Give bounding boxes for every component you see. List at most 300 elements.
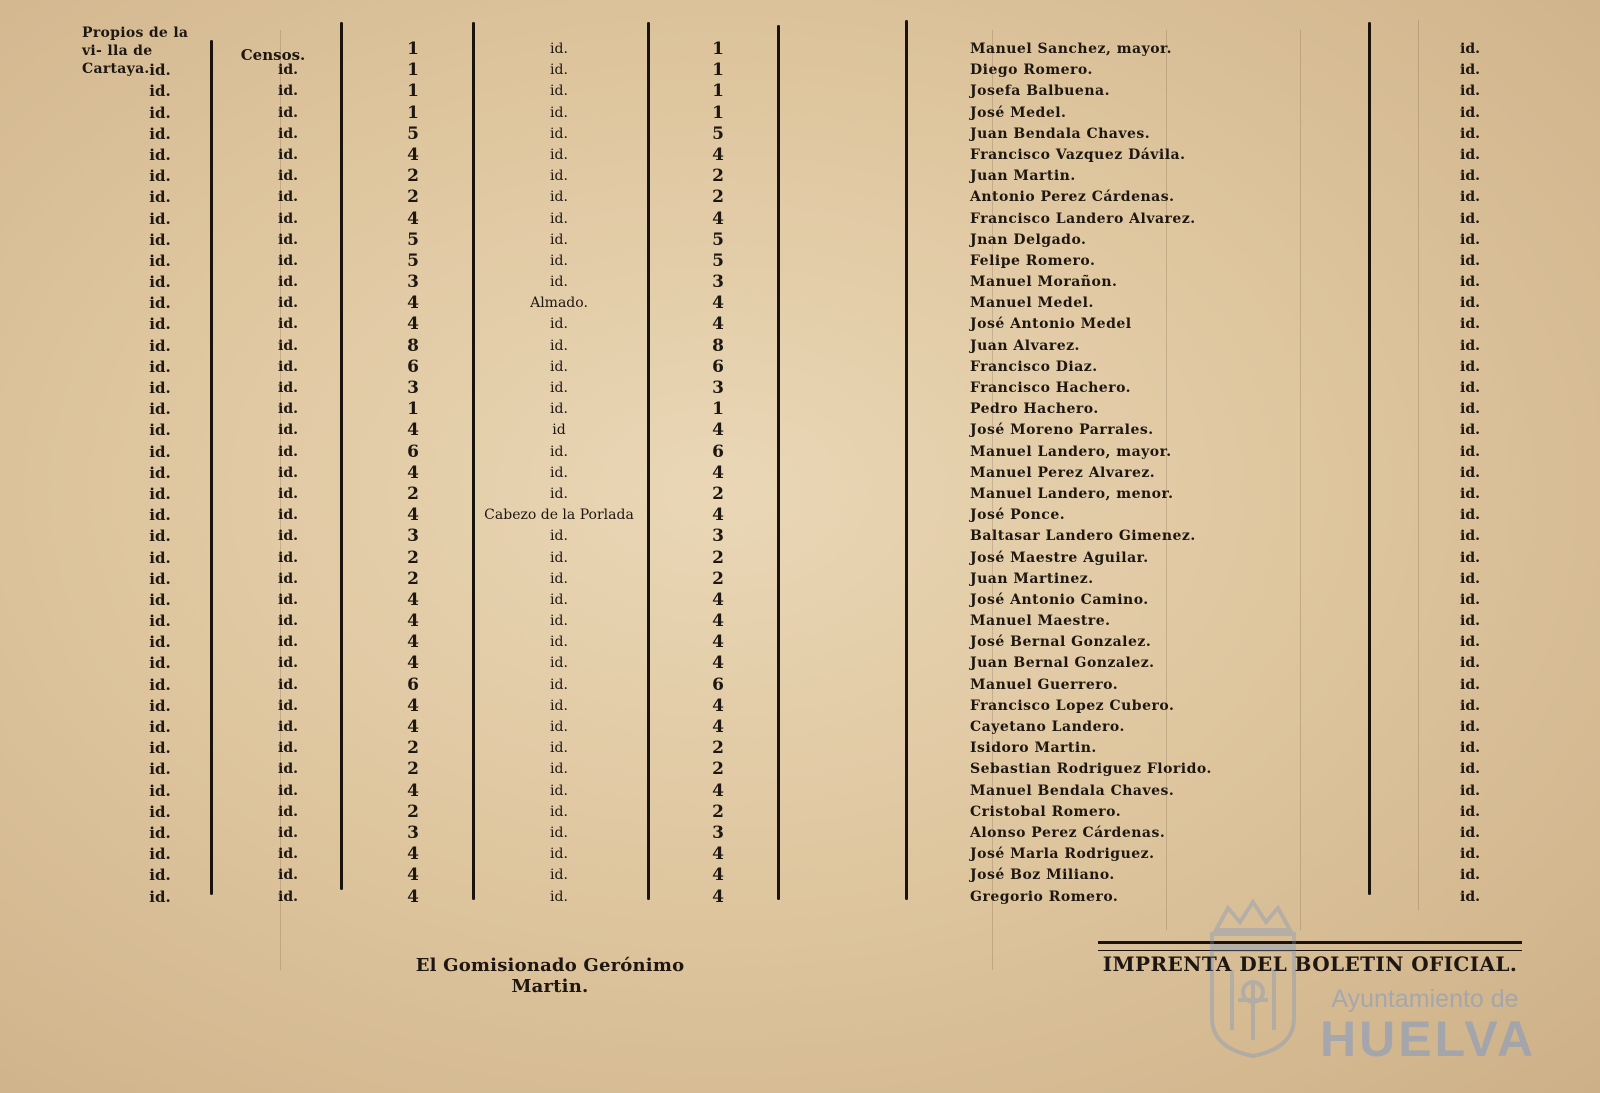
amount-cell: 6 — [407, 441, 419, 462]
site-cell: id. — [550, 464, 568, 481]
holder-name-cell: Jnan Delgado. — [970, 231, 1087, 248]
amount-repeat-cell: 4 — [712, 144, 724, 165]
amount-repeat-cell: 1 — [712, 81, 724, 102]
class-cell: id. — [278, 125, 298, 142]
site-cell: id. — [550, 613, 568, 630]
table-row — [0, 696, 1600, 717]
holder-name-cell: Francisco Vazquez Dávila. — [970, 146, 1186, 163]
status-cell: id. — [1460, 316, 1480, 333]
class-cell: id. — [278, 761, 298, 778]
commissioner-signature: El Gomisionado Gerónimo Martin. — [415, 955, 685, 997]
table-row — [0, 314, 1600, 335]
status-cell: id. — [1460, 146, 1480, 163]
site-cell: id. — [550, 888, 568, 905]
property-cell: id. — [149, 421, 171, 440]
table-row — [0, 103, 1600, 124]
property-cell: id. — [149, 739, 171, 758]
status-cell: id. — [1460, 168, 1480, 185]
property-cell: id. — [149, 251, 171, 270]
site-cell: id. — [550, 782, 568, 799]
amount-repeat-cell: 4 — [712, 865, 724, 886]
status-cell: id. — [1460, 83, 1480, 100]
class-cell: id. — [278, 888, 298, 905]
table-row — [0, 209, 1600, 230]
holder-name-cell: Manuel Landero, menor. — [970, 485, 1174, 502]
site-cell: id. — [550, 358, 568, 375]
class-cell: id. — [278, 337, 298, 354]
table-row — [0, 738, 1600, 759]
status-cell: id. — [1460, 464, 1480, 481]
amount-cell: 2 — [407, 483, 419, 504]
holder-name-cell: Francisco Hachero. — [970, 380, 1132, 396]
amount-cell: 1 — [407, 399, 419, 420]
amount-repeat-cell: 4 — [712, 314, 724, 335]
class-cell: id. — [278, 401, 298, 418]
property-cell: id. — [149, 675, 171, 694]
property-cell: id. — [149, 612, 171, 631]
site-cell: id. — [550, 125, 568, 142]
amount-cell: 1 — [407, 81, 419, 102]
amount-repeat-cell: 5 — [712, 229, 724, 250]
status-cell: id. — [1460, 295, 1480, 312]
class-cell: id. — [278, 146, 298, 163]
status-cell: id. — [1460, 125, 1480, 142]
holder-name-cell: Josefa Balbuena. — [970, 83, 1110, 100]
status-cell: id. — [1460, 697, 1480, 714]
amount-cell: 4 — [407, 144, 419, 165]
property-cell: id. — [149, 82, 171, 101]
status-cell: id. — [1460, 380, 1480, 396]
site-cell: id. — [550, 824, 568, 841]
status-cell: id. — [1460, 782, 1480, 799]
holder-name-cell: Felipe Romero. — [970, 252, 1096, 269]
amount-cell: 4 — [407, 632, 419, 653]
class-cell: id. — [278, 846, 298, 863]
class-cell: id. — [278, 104, 298, 121]
table-row — [0, 399, 1600, 420]
amount-cell: 4 — [407, 611, 419, 632]
class-cell: id. — [278, 697, 298, 714]
table-row — [0, 187, 1600, 208]
table-row — [0, 293, 1600, 314]
property-cell: id. — [149, 633, 171, 652]
site-cell: id. — [550, 549, 568, 566]
amount-repeat-cell: 5 — [712, 250, 724, 271]
table-row — [0, 844, 1600, 865]
amount-cell: 4 — [407, 589, 419, 610]
amount-cell: 3 — [407, 526, 419, 547]
status-cell: id. — [1460, 104, 1480, 121]
status-cell: id. — [1460, 252, 1480, 269]
amount-repeat-cell: 6 — [712, 441, 724, 462]
class-cell: id. — [278, 485, 298, 502]
property-cell: id. — [149, 866, 171, 885]
property-cell: id. — [149, 569, 171, 588]
table-row — [0, 781, 1600, 802]
table-row — [0, 420, 1600, 441]
site-cell: id. — [550, 634, 568, 651]
holder-name-cell: José Antonio Medel — [970, 316, 1132, 333]
holder-name-cell: Juan Bendala Chaves. — [970, 125, 1151, 142]
site-cell: id. — [550, 104, 568, 121]
amount-cell: 4 — [407, 886, 419, 907]
watermark-line1: Ayuntamiento de — [1331, 985, 1519, 1013]
amount-cell: 5 — [407, 229, 419, 250]
amount-cell: 2 — [407, 759, 419, 780]
amount-cell: 4 — [407, 293, 419, 314]
amount-cell: 4 — [407, 865, 419, 886]
amount-repeat-cell: 4 — [712, 844, 724, 865]
property-cell: id. — [149, 103, 171, 122]
table-row — [0, 166, 1600, 187]
table-row — [0, 378, 1600, 399]
amount-repeat-cell: 1 — [712, 39, 724, 59]
status-cell: id. — [1460, 613, 1480, 630]
status-cell: id. — [1460, 485, 1480, 502]
amount-cell: 4 — [407, 505, 419, 526]
class-cell: id. — [278, 295, 298, 312]
property-cell: id. — [149, 463, 171, 482]
class-cell: id. — [278, 210, 298, 227]
table-row — [0, 251, 1600, 272]
status-cell: id. — [1460, 719, 1480, 735]
site-cell: id. — [550, 168, 568, 185]
holder-name-cell: Pedro Hachero. — [970, 401, 1099, 418]
property-cell: id. — [149, 823, 171, 842]
class-cell: id. — [278, 422, 298, 439]
property-cell: id. — [149, 61, 171, 80]
status-cell: id. — [1460, 210, 1480, 227]
status-cell: id. — [1460, 231, 1480, 248]
table-row — [0, 717, 1600, 738]
table-row — [0, 759, 1600, 780]
status-cell: id. — [1460, 507, 1480, 524]
header-propios: Propios de la vi- lla de Cartaya. — [82, 25, 189, 77]
property-cell: id. — [149, 294, 171, 313]
holder-name-cell: Manuel Maestre. — [970, 613, 1111, 630]
class-cell: id. — [278, 358, 298, 375]
amount-cell: 6 — [407, 674, 419, 695]
holder-name-cell: Juan Alvarez. — [970, 337, 1080, 354]
site-cell: id. — [550, 697, 568, 714]
site-cell: Almado. — [530, 295, 588, 312]
property-cell: id. — [149, 379, 171, 397]
site-cell: id. — [550, 591, 568, 608]
property-cell: id. — [149, 887, 171, 906]
holder-name-cell: Antonio Perez Cárdenas. — [970, 189, 1175, 206]
class-cell: id. — [278, 231, 298, 248]
status-cell: id. — [1460, 358, 1480, 375]
amount-cell: 4 — [407, 462, 419, 483]
status-cell: id. — [1460, 443, 1480, 460]
table-row — [0, 39, 1600, 60]
class-cell: id. — [278, 613, 298, 630]
class-cell: id. — [278, 528, 298, 545]
amount-repeat-cell: 4 — [712, 611, 724, 632]
property-cell: id. — [149, 654, 171, 673]
property-cell: id. — [149, 357, 171, 376]
table-row — [0, 590, 1600, 611]
property-cell: id. — [149, 442, 171, 461]
class-cell: id. — [278, 549, 298, 566]
holder-name-cell: Juan Martin. — [970, 168, 1076, 185]
property-cell: id. — [149, 167, 171, 186]
table-row — [0, 463, 1600, 484]
amount-cell: 2 — [407, 568, 419, 589]
site-cell: id. — [550, 210, 568, 227]
status-cell: id. — [1460, 846, 1480, 863]
table-row — [0, 442, 1600, 463]
status-cell: id. — [1460, 824, 1480, 841]
amount-cell: 4 — [407, 653, 419, 674]
class-cell: id. — [278, 168, 298, 185]
class-cell: id. — [278, 252, 298, 269]
table-row — [0, 526, 1600, 547]
property-cell: id. — [149, 590, 171, 609]
amount-cell: 1 — [407, 39, 419, 59]
amount-cell: 3 — [407, 822, 419, 843]
property-cell: id. — [149, 845, 171, 864]
site-cell: id. — [550, 485, 568, 502]
amount-cell: 2 — [407, 166, 419, 187]
table-row — [0, 60, 1600, 81]
amount-repeat-cell: 4 — [712, 886, 724, 907]
amount-repeat-cell: 8 — [712, 335, 724, 356]
holder-name-cell: Juan Bernal Gonzalez. — [970, 655, 1155, 672]
property-cell: id. — [149, 696, 171, 715]
amount-repeat-cell: 3 — [712, 378, 724, 398]
class-cell: id. — [278, 591, 298, 608]
site-cell: Cabezo de la Porlada — [484, 507, 634, 524]
property-cell: id. — [149, 718, 171, 736]
site-cell: id. — [550, 867, 568, 884]
class-cell: id. — [278, 782, 298, 799]
amount-repeat-cell: 2 — [712, 187, 724, 208]
status-cell: id. — [1460, 634, 1480, 651]
status-cell: id. — [1460, 888, 1480, 905]
property-cell: id. — [149, 315, 171, 334]
holder-name-cell: José Bernal Gonzalez. — [970, 634, 1152, 651]
status-cell: id. — [1460, 41, 1480, 57]
table-row — [0, 569, 1600, 590]
class-cell: id. — [278, 443, 298, 460]
amount-repeat-cell: 2 — [712, 568, 724, 589]
amount-cell: 8 — [407, 335, 419, 356]
amount-cell: 3 — [407, 272, 419, 293]
site-cell: id. — [550, 146, 568, 163]
site-cell: id. — [550, 231, 568, 248]
holder-name-cell: José Maestre Aguilar. — [970, 549, 1149, 566]
holder-name-cell: Cayetano Landero. — [970, 719, 1125, 735]
property-cell: id. — [149, 336, 171, 355]
status-cell: id. — [1460, 761, 1480, 778]
table-row — [0, 675, 1600, 696]
class-cell: id. — [278, 719, 298, 735]
class-cell: id. — [278, 62, 298, 79]
site-cell: id. — [550, 41, 568, 57]
site-cell: id. — [550, 676, 568, 693]
amount-repeat-cell: 4 — [712, 505, 724, 526]
status-cell: id. — [1460, 549, 1480, 566]
amount-repeat-cell: 4 — [712, 589, 724, 610]
class-cell: id. — [278, 570, 298, 587]
site-cell: id. — [550, 380, 568, 396]
holder-name-cell: José Antonio Camino. — [970, 591, 1149, 608]
amount-cell: 2 — [407, 801, 419, 822]
class-cell: id. — [278, 83, 298, 100]
site-cell: id. — [550, 740, 568, 757]
holder-name-cell: Isidoro Martin. — [970, 740, 1097, 757]
amount-cell: 2 — [407, 547, 419, 568]
amount-cell: 2 — [407, 187, 419, 208]
table-row — [0, 802, 1600, 823]
amount-cell: 4 — [407, 695, 419, 716]
property-cell: id. — [149, 802, 171, 821]
amount-repeat-cell: 3 — [712, 526, 724, 547]
site-cell: id. — [550, 761, 568, 778]
property-cell: id. — [149, 506, 171, 525]
status-cell: id. — [1460, 570, 1480, 587]
site-cell: id. — [550, 655, 568, 672]
status-cell: id. — [1460, 62, 1480, 79]
status-cell: id. — [1460, 337, 1480, 354]
holder-name-cell: Manuel Medel. — [970, 295, 1094, 312]
property-cell: id. — [149, 188, 171, 207]
amount-repeat-cell: 2 — [712, 801, 724, 822]
status-cell: id. — [1460, 422, 1480, 439]
amount-repeat-cell: 4 — [712, 717, 724, 737]
property-cell: id. — [149, 400, 171, 419]
holder-name-cell: Manuel Guerrero. — [970, 676, 1119, 693]
table-row — [0, 548, 1600, 569]
site-cell: id. — [550, 528, 568, 545]
site-cell: id. — [550, 274, 568, 291]
holder-name-cell: Manuel Sanchez, mayor. — [970, 41, 1173, 57]
amount-repeat-cell: 4 — [712, 208, 724, 229]
amount-cell: 3 — [407, 378, 419, 398]
amount-cell: 4 — [407, 208, 419, 229]
holder-name-cell: Alonso Perez Cárdenas. — [970, 824, 1166, 841]
amount-repeat-cell: 2 — [712, 483, 724, 504]
amount-repeat-cell: 5 — [712, 123, 724, 144]
huelva-crest-icon — [1198, 890, 1308, 1060]
class-cell: id. — [278, 507, 298, 524]
status-cell: id. — [1460, 676, 1480, 693]
class-cell: id. — [278, 316, 298, 333]
amount-cell: 1 — [407, 60, 419, 81]
amount-repeat-cell: 4 — [712, 632, 724, 653]
class-cell: id. — [278, 867, 298, 884]
property-cell: id. — [149, 124, 171, 143]
class-cell: id. — [278, 380, 298, 396]
site-cell: id. — [550, 570, 568, 587]
site-cell: id. — [550, 719, 568, 735]
footer-rule — [1098, 941, 1522, 951]
table-row — [0, 823, 1600, 844]
ledger-rows — [0, 39, 1600, 908]
class-cell: id. — [278, 655, 298, 672]
status-cell: id. — [1460, 655, 1480, 672]
holder-name-cell: Diego Romero. — [970, 62, 1093, 79]
table-row — [0, 230, 1600, 251]
property-cell: id. — [149, 230, 171, 249]
class-cell: id. — [278, 464, 298, 481]
property-cell: id. — [149, 145, 171, 164]
site-cell: id. — [550, 316, 568, 333]
status-cell: id. — [1460, 274, 1480, 291]
status-cell: id. — [1460, 528, 1480, 545]
table-row — [0, 484, 1600, 505]
class-cell: id. — [278, 824, 298, 841]
holder-name-cell: Francisco Diaz. — [970, 358, 1098, 375]
amount-cell: 4 — [407, 717, 419, 737]
holder-name-cell: Juan Martinez. — [970, 570, 1094, 587]
printer-imprint: IMPRENTA DEL BOLETIN OFICIAL. — [1102, 952, 1518, 976]
amount-cell: 6 — [407, 356, 419, 377]
status-cell: id. — [1460, 740, 1480, 757]
table-row — [0, 653, 1600, 674]
site-cell: id. — [550, 252, 568, 269]
site-cell: id. — [550, 83, 568, 100]
holder-name-cell: José Medel. — [970, 104, 1067, 121]
amount-repeat-cell: 2 — [712, 166, 724, 187]
site-cell: id. — [550, 337, 568, 354]
property-cell: id. — [149, 781, 171, 800]
watermark-line2: HUELVA — [1320, 1011, 1537, 1067]
site-cell: id. — [550, 443, 568, 460]
amount-repeat-cell: 4 — [712, 695, 724, 716]
holder-name-cell: Gregorio Romero. — [970, 888, 1119, 905]
amount-repeat-cell: 3 — [712, 822, 724, 843]
amount-repeat-cell: 4 — [712, 780, 724, 801]
table-row — [0, 505, 1600, 526]
table-row — [0, 632, 1600, 653]
status-cell: id. — [1460, 401, 1480, 418]
class-cell: id. — [278, 274, 298, 291]
holder-name-cell: José Marla Rodriguez. — [970, 846, 1155, 863]
class-cell: id. — [278, 803, 298, 820]
amount-repeat-cell: 2 — [712, 738, 724, 759]
amount-repeat-cell: 1 — [712, 102, 724, 123]
amount-cell: 4 — [407, 844, 419, 865]
holder-name-cell: José Boz Miliano. — [970, 867, 1115, 884]
site-cell: id — [552, 422, 566, 439]
class-cell: id. — [278, 740, 298, 757]
site-cell: id. — [550, 401, 568, 418]
table-row — [0, 272, 1600, 293]
holder-name-cell: Baltasar Landero Gimenez. — [970, 528, 1196, 545]
amount-repeat-cell: 6 — [712, 356, 724, 377]
property-cell: id. — [149, 209, 171, 228]
holder-name-cell: José Moreno Parrales. — [970, 422, 1154, 439]
table-row — [0, 357, 1600, 378]
amount-cell: 4 — [407, 420, 419, 441]
amount-repeat-cell: 1 — [712, 399, 724, 420]
holder-name-cell: Cristobal Romero. — [970, 803, 1122, 820]
class-cell: id. — [278, 676, 298, 693]
status-cell: id. — [1460, 591, 1480, 608]
table-row — [0, 887, 1600, 908]
amount-cell: 4 — [407, 314, 419, 335]
status-cell: id. — [1460, 867, 1480, 884]
class-cell: id. — [278, 189, 298, 206]
holder-name-cell: Manuel Perez Alvarez. — [970, 464, 1156, 481]
header-censos: Censos. — [240, 46, 306, 64]
amount-repeat-cell: 4 — [712, 293, 724, 314]
holder-name-cell: Sebastian Rodriguez Florido. — [970, 761, 1212, 778]
holder-name-cell: Manuel Bendala Chaves. — [970, 782, 1175, 799]
amount-cell: 5 — [407, 250, 419, 271]
